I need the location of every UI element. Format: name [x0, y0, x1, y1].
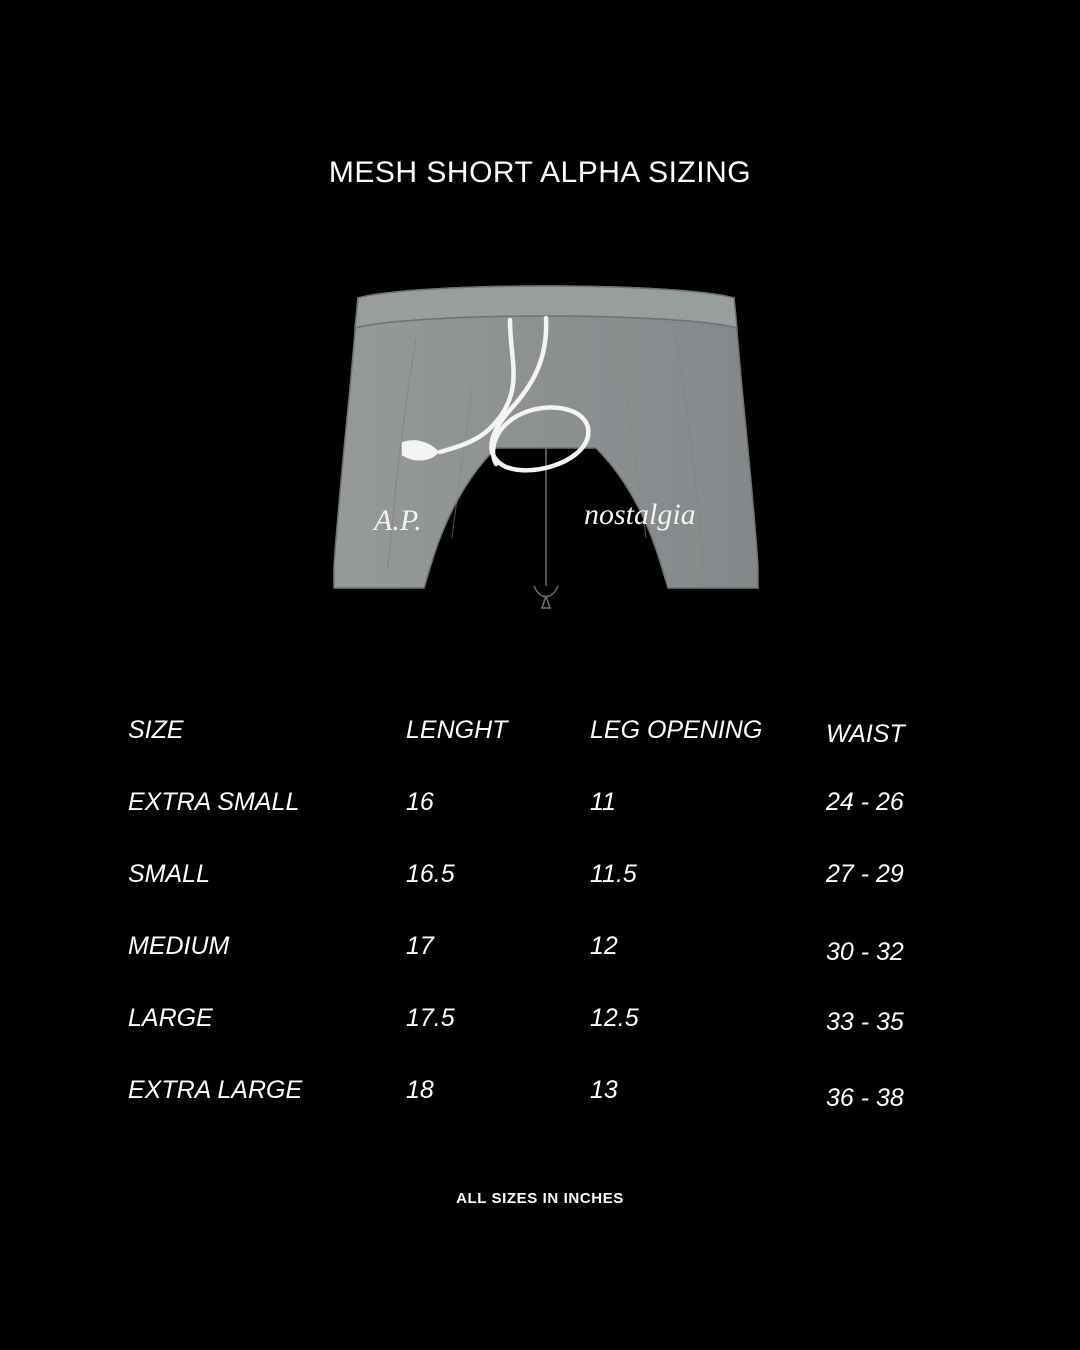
right-print-text: nostalgia [584, 498, 696, 531]
table-row [128, 772, 952, 844]
header-waist: WAIST [826, 720, 905, 748]
header-length: LENGHT [406, 716, 508, 744]
cell-waist: 24 - 26 [826, 788, 904, 816]
table-header-row [128, 700, 952, 772]
cell-leg-opening: 11.5 [590, 860, 637, 888]
table-row [128, 988, 952, 1060]
cell-size: MEDIUM [128, 932, 230, 960]
cell-length: 18 [406, 1076, 434, 1104]
cell-leg-opening: 12.5 [590, 1004, 639, 1032]
header-leg-opening: LEG OPENING [590, 716, 763, 744]
cell-waist: 36 - 38 [826, 1084, 904, 1112]
cell-length: 16 [406, 788, 434, 816]
cell-leg-opening: 12 [590, 932, 618, 960]
cell-waist: 30 - 32 [826, 938, 904, 966]
cell-size: EXTRA SMALL [128, 788, 300, 816]
table-row [128, 844, 952, 916]
table-row [128, 1060, 952, 1132]
cell-waist: 33 - 35 [826, 1008, 904, 1036]
left-print-text: A.P. [374, 504, 422, 537]
table-row [128, 916, 952, 988]
cell-size: SMALL [128, 860, 210, 888]
cell-waist: 27 - 29 [826, 860, 904, 888]
size-table [128, 700, 952, 1132]
cell-length: 17.5 [406, 1004, 455, 1032]
crotch-notch [534, 586, 558, 597]
cell-length: 17 [406, 932, 434, 960]
cell-size: EXTRA LARGE [128, 1076, 303, 1104]
cell-length: 16.5 [406, 860, 455, 888]
cell-size: LARGE [128, 1004, 213, 1032]
footer-note: ALL SIZES IN INCHES [456, 1190, 624, 1207]
header-size: SIZE [128, 716, 184, 744]
product-illustration [296, 268, 796, 628]
cell-leg-opening: 13 [590, 1076, 618, 1104]
cell-leg-opening: 11 [590, 788, 616, 816]
page-title: MESH SHORT ALPHA SIZING [328, 156, 752, 189]
inseam-line [542, 448, 550, 608]
